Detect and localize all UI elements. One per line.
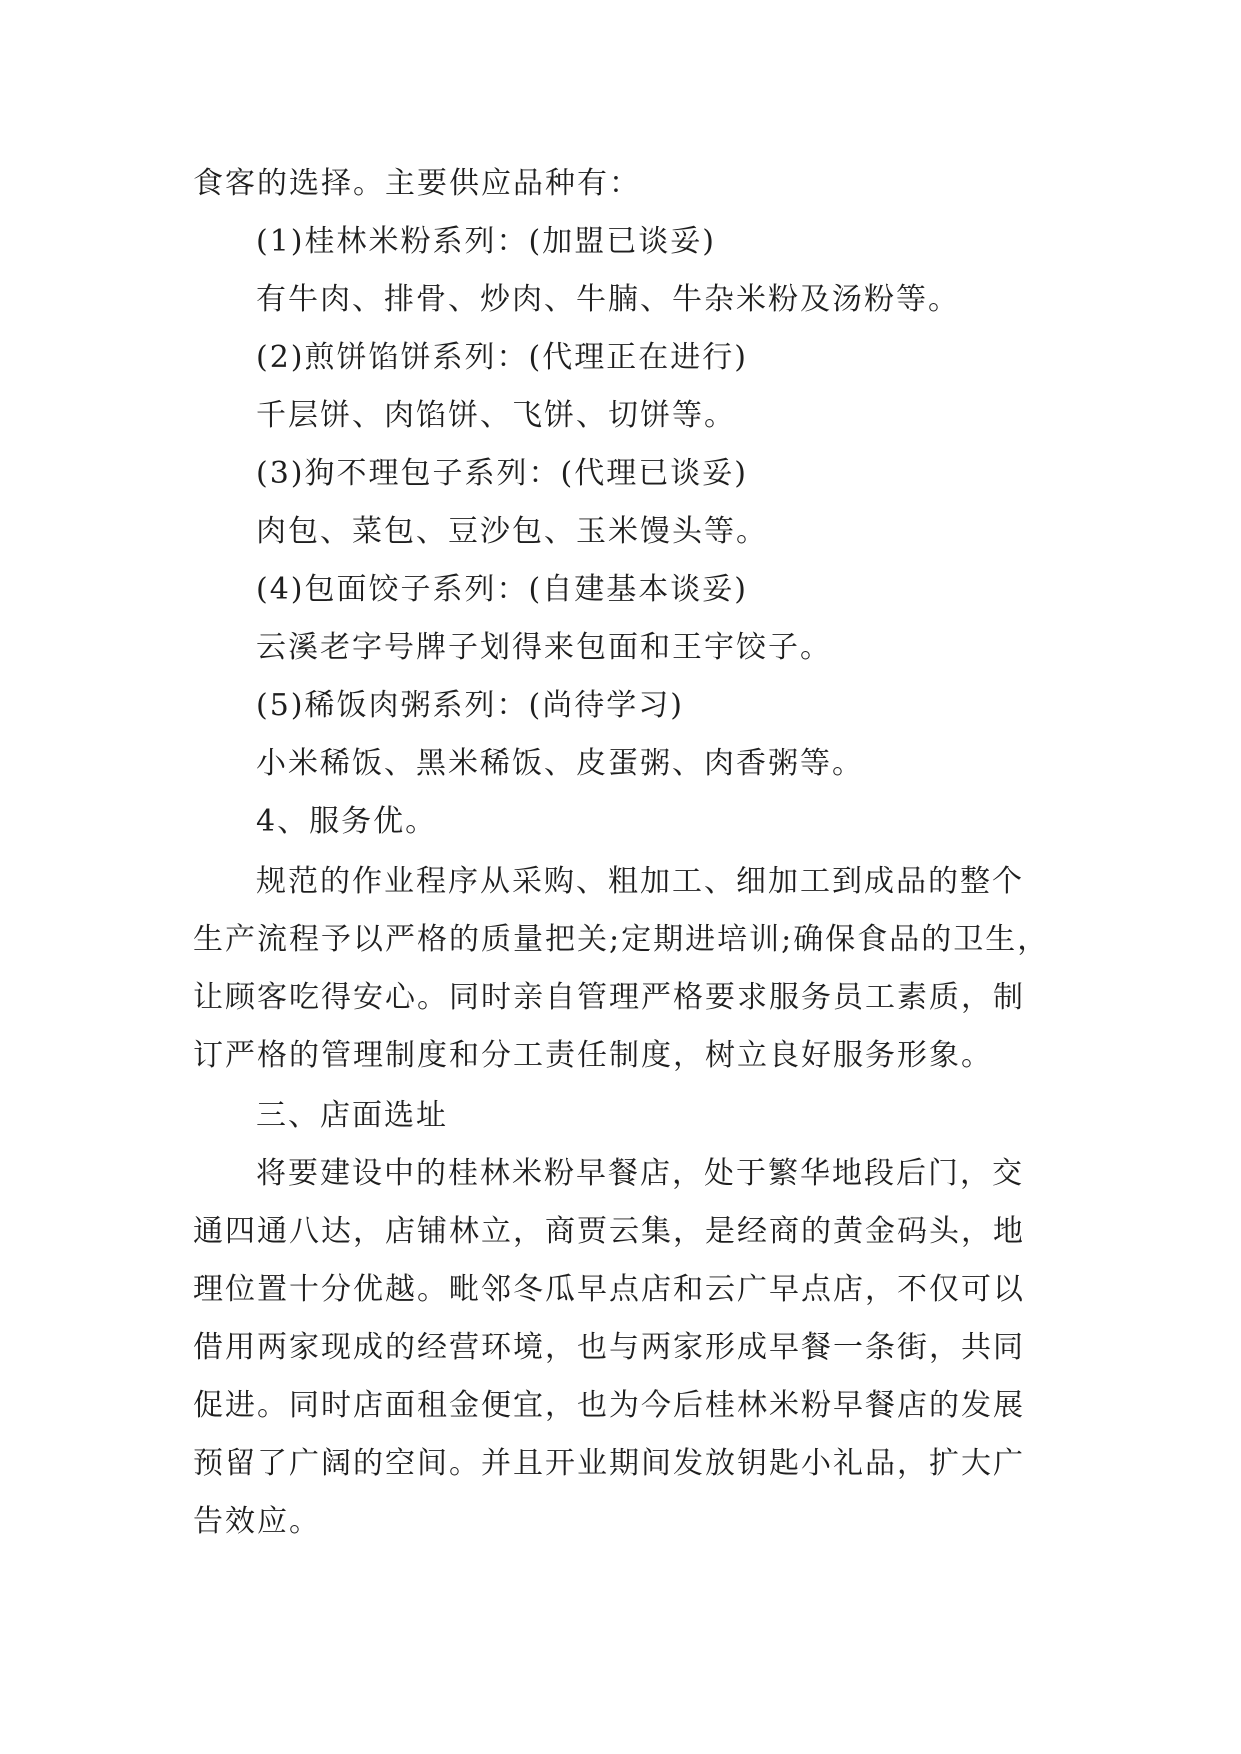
text-line: 小米稀饭、黑米稀饭、皮蛋粥、肉香粥等。 [256, 746, 864, 781]
section-heading: 4、服务优。 [256, 804, 438, 839]
text-line: 借用两家现成的经营环境，也与两家形成早餐一条街，共同 [193, 1330, 1025, 1365]
text-line: 生产流程予以严格的质量把关;定期进培训;确保食品的卫生， [193, 922, 1050, 957]
text-line: 理位置十分优越。毗邻冬瓜早点店和云广早点店，不仅可以 [193, 1272, 1025, 1307]
text-line: (2)煎饼馅饼系列：(代理正在进行) [256, 340, 748, 375]
text-line: 千层饼、肉馅饼、飞饼、切饼等。 [256, 398, 736, 433]
text-line: 规范的作业程序从采购、粗加工、细加工到成品的整个 [256, 864, 1024, 899]
text-line: 有牛肉、排骨、炒肉、牛腩、牛杂米粉及汤粉等。 [256, 282, 960, 317]
text-line: 肉包、菜包、豆沙包、玉米馒头等。 [256, 514, 768, 549]
section-heading: 三、店面选址 [256, 1098, 448, 1133]
text-line: (5)稀饭肉粥系列：(尚待学习) [256, 688, 684, 723]
text-line: 让顾客吃得安心。同时亲自管理严格要求服务员工素质，制 [193, 980, 1025, 1015]
text-line: (4)包面饺子系列：(自建基本谈妥) [256, 572, 748, 607]
text-line: (1)桂林米粉系列：(加盟已谈妥) [256, 224, 716, 259]
text-line: 食客的选择。主要供应品种有： [193, 166, 641, 201]
text-line: 促进。同时店面租金便宜，也为今后桂林米粉早餐店的发展 [193, 1388, 1025, 1423]
text-line: 云溪老字号牌子划得来包面和王宇饺子。 [256, 630, 832, 665]
text-line: 订严格的管理制度和分工责任制度，树立良好服务形象。 [193, 1038, 993, 1073]
text-line: 通四通八达，店铺林立，商贾云集，是经商的黄金码头，地 [193, 1214, 1025, 1249]
text-line: 预留了广阔的空间。并且开业期间发放钥匙小礼品，扩大广 [193, 1446, 1025, 1481]
text-line: 将要建设中的桂林米粉早餐店，处于繁华地段后门，交 [256, 1156, 1024, 1191]
text-line: 告效应。 [193, 1504, 321, 1539]
text-line: (3)狗不理包子系列：(代理已谈妥) [256, 456, 748, 491]
